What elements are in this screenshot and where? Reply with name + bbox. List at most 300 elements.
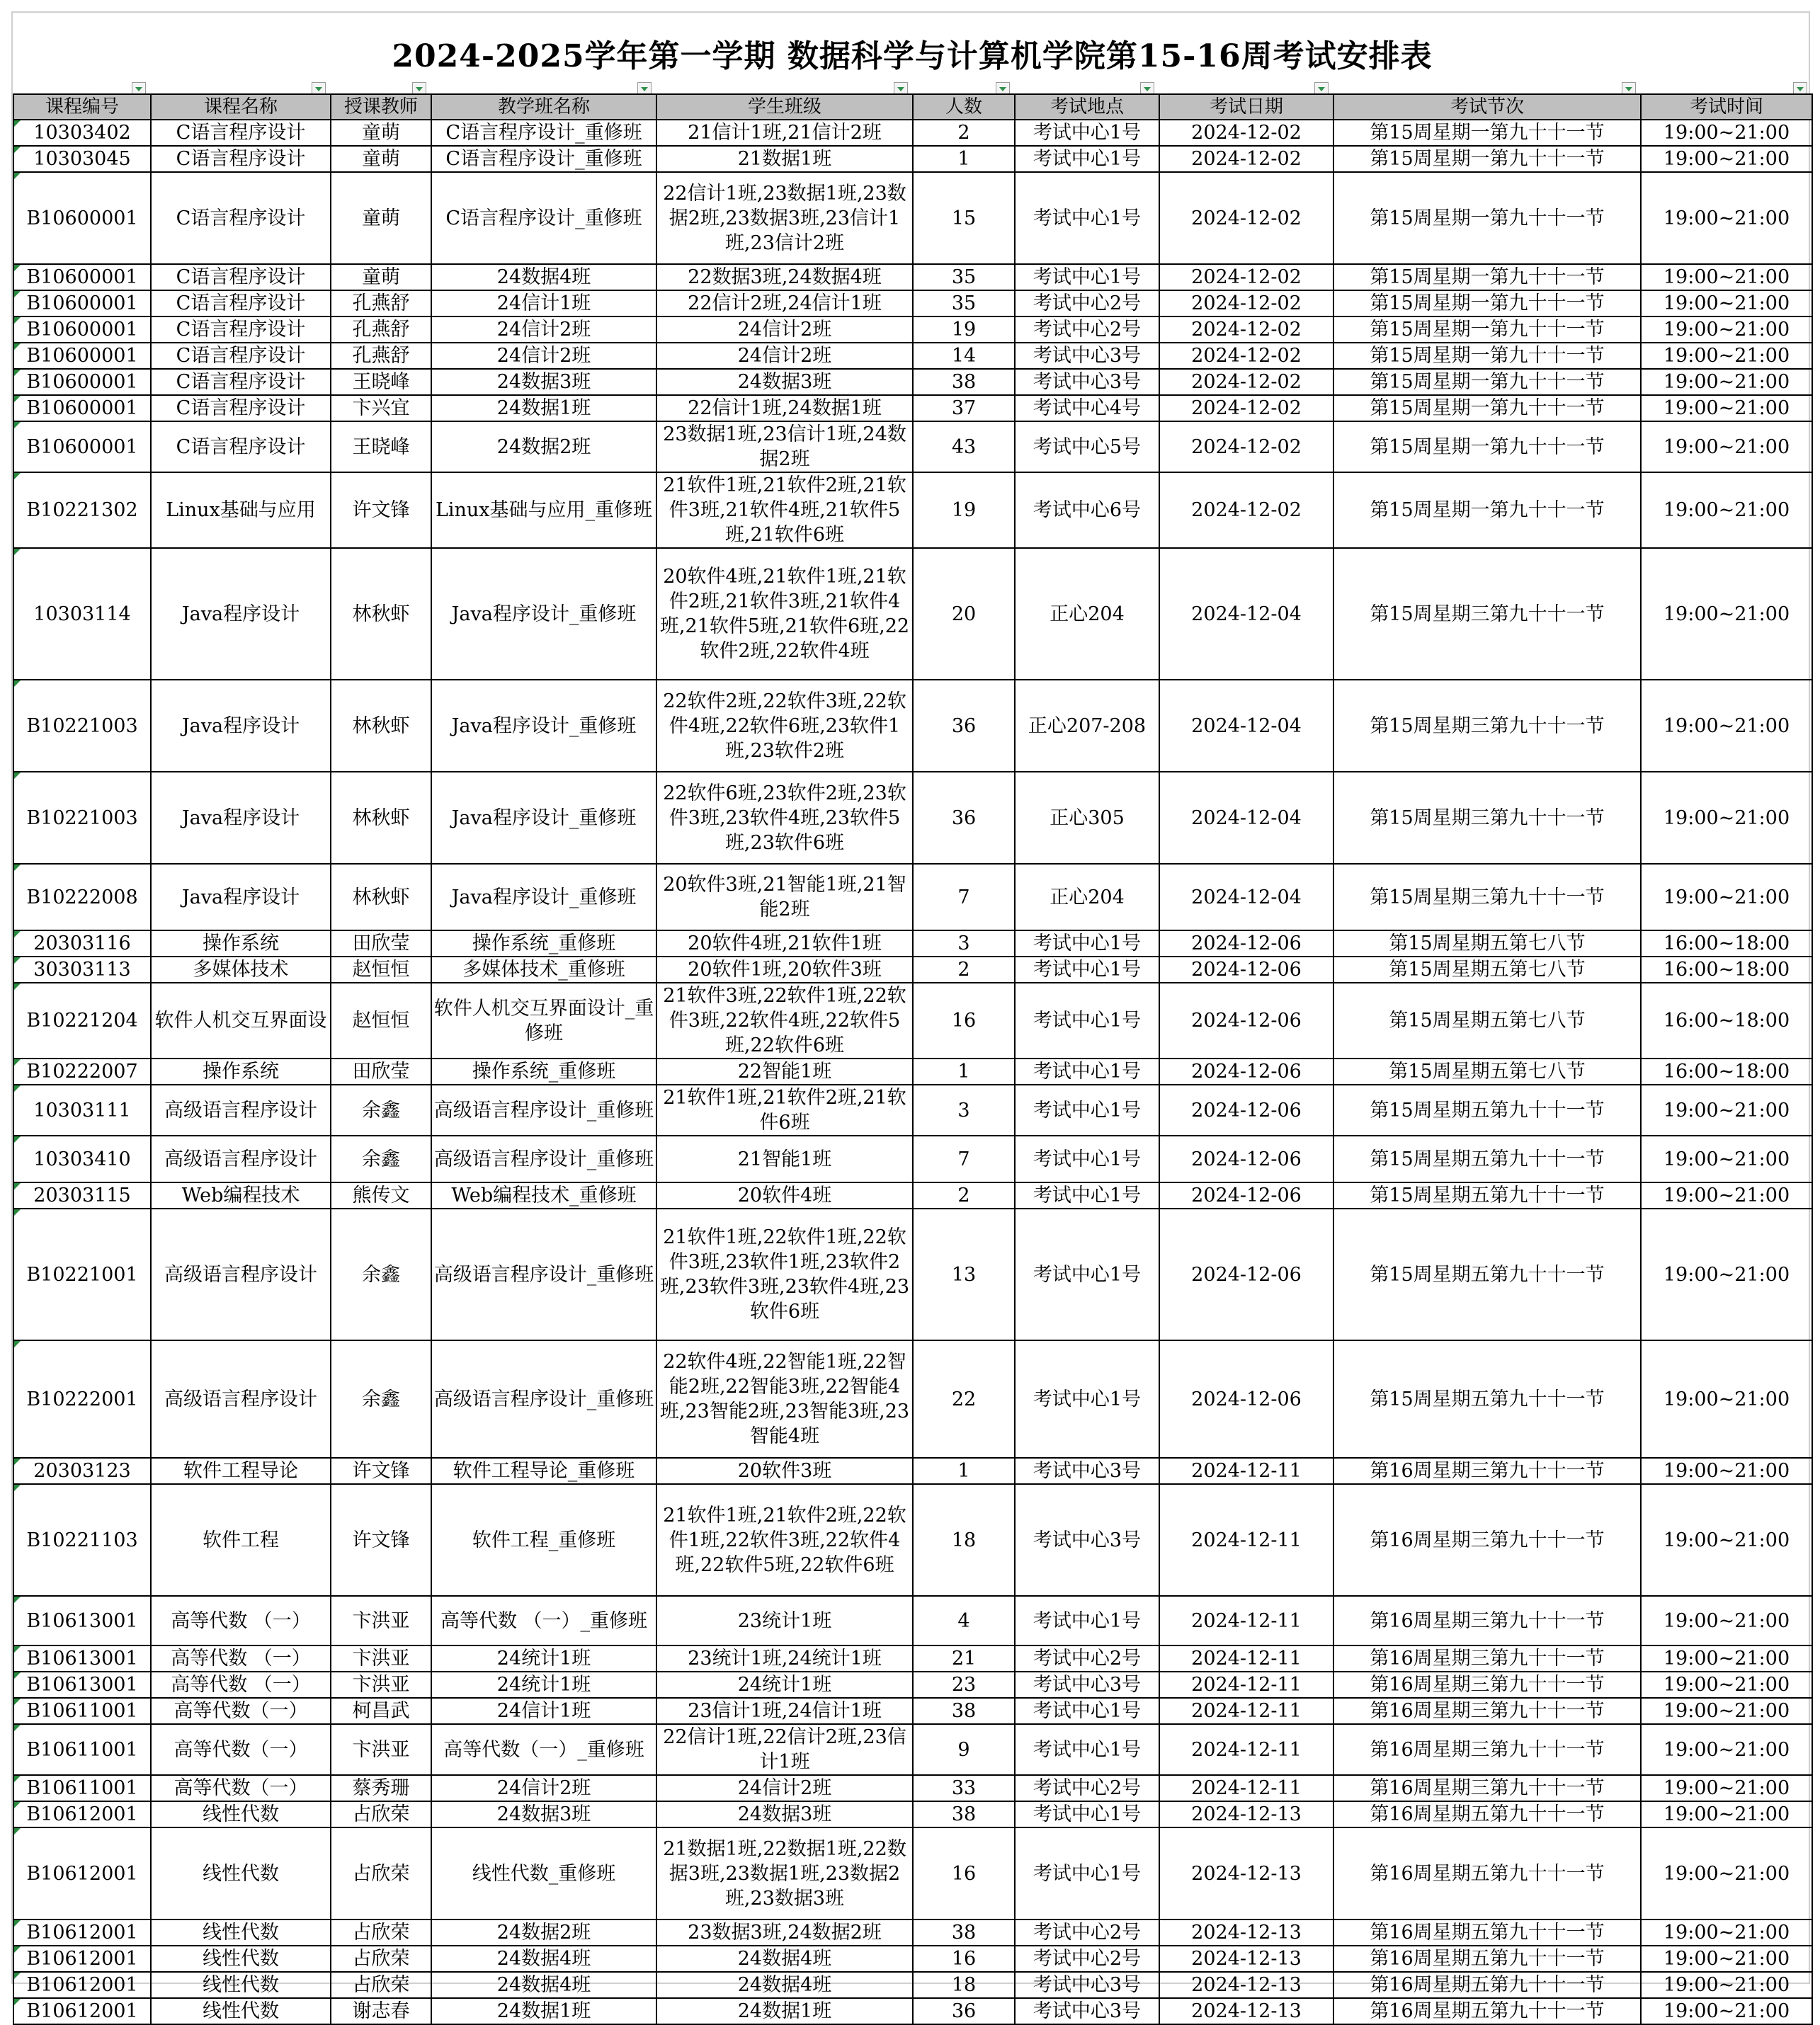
cell-date[interactable]: 2024-12-02 [1159,343,1333,369]
cell-session[interactable]: 第15周星期五第九十十一节 [1333,1340,1641,1458]
cell-teacher[interactable]: 谢志春 [331,1998,431,2024]
cell-class-name[interactable]: C语言程序设计_重修班 [431,172,656,264]
cell-course-name[interactable]: C语言程序设计 [151,290,331,316]
cell-time[interactable]: 19:00~21:00 [1641,1672,1812,1698]
cell-session[interactable]: 第15周星期三第九十十一节 [1333,864,1641,930]
cell-count[interactable]: 16 [913,1946,1015,1972]
cell-class-name[interactable]: 操作系统_重修班 [431,930,656,957]
cell-class-name[interactable]: 24数据4班 [431,1972,656,1998]
cell-course-code[interactable]: B10221302 [13,472,151,548]
cell-course-code[interactable]: B10612001 [13,1827,151,1920]
cell-teacher[interactable]: 许文锋 [331,472,431,548]
cell-course-name[interactable]: 线性代数 [151,1920,331,1946]
cell-location[interactable]: 考试中心1号 [1015,1724,1159,1775]
cell-location[interactable]: 考试中心1号 [1015,1085,1159,1136]
cell-class-name[interactable]: C语言程序设计_重修班 [431,120,656,146]
cell-count[interactable]: 2 [913,120,1015,146]
cell-location[interactable]: 考试中心2号 [1015,1645,1159,1672]
cell-course-code[interactable]: B10221003 [13,772,151,864]
cell-course-code[interactable]: 30303113 [13,957,151,983]
cell-count[interactable]: 3 [913,1085,1015,1136]
cell-teacher[interactable]: 王晓峰 [331,369,431,395]
cell-time[interactable]: 19:00~21:00 [1641,680,1812,772]
cell-count[interactable]: 36 [913,772,1015,864]
cell-course-code[interactable]: B10221103 [13,1484,151,1596]
cell-course-name[interactable]: C语言程序设计 [151,316,331,343]
cell-time[interactable]: 19:00~21:00 [1641,172,1812,264]
cell-course-code[interactable]: B10612001 [13,1946,151,1972]
cell-class-name[interactable]: 24数据1班 [431,395,656,421]
cell-count[interactable]: 7 [913,864,1015,930]
cell-location[interactable]: 正心305 [1015,772,1159,864]
cell-count[interactable]: 14 [913,343,1015,369]
cell-count[interactable]: 1 [913,1059,1015,1085]
cell-class-name[interactable]: 24信计2班 [431,343,656,369]
cell-class-name[interactable]: 软件工程_重修班 [431,1484,656,1596]
cell-time[interactable]: 19:00~21:00 [1641,1801,1812,1827]
cell-location[interactable]: 考试中心2号 [1015,1775,1159,1801]
cell-date[interactable]: 2024-12-04 [1159,548,1333,680]
cell-date[interactable]: 2024-12-06 [1159,1209,1333,1340]
cell-class-name[interactable]: 24数据3班 [431,1801,656,1827]
cell-course-name[interactable]: 高级语言程序设计 [151,1340,331,1458]
cell-course-code[interactable]: B10600001 [13,290,151,316]
cell-time[interactable]: 19:00~21:00 [1641,343,1812,369]
cell-teacher[interactable]: 卞洪亚 [331,1596,431,1645]
cell-teacher[interactable]: 卞洪亚 [331,1645,431,1672]
cell-class-name[interactable]: 高级语言程序设计_重修班 [431,1136,656,1182]
cell-time[interactable]: 19:00~21:00 [1641,864,1812,930]
cell-location[interactable]: 考试中心3号 [1015,1484,1159,1596]
cell-location[interactable]: 考试中心2号 [1015,1946,1159,1972]
cell-date[interactable]: 2024-12-11 [1159,1672,1333,1698]
cell-teacher[interactable]: 童萌 [331,172,431,264]
cell-count[interactable]: 16 [913,983,1015,1059]
cell-count[interactable]: 21 [913,1645,1015,1672]
cell-location[interactable]: 考试中心1号 [1015,1801,1159,1827]
cell-date[interactable]: 2024-12-06 [1159,1340,1333,1458]
cell-course-name[interactable]: Java程序设计 [151,548,331,680]
cell-course-code[interactable]: B10613001 [13,1672,151,1698]
cell-session[interactable]: 第16周星期三第九十十一节 [1333,1724,1641,1775]
cell-course-code[interactable]: B10600001 [13,343,151,369]
cell-time[interactable]: 16:00~18:00 [1641,1059,1812,1085]
cell-course-code[interactable]: B10613001 [13,1645,151,1672]
cell-date[interactable]: 2024-12-13 [1159,1946,1333,1972]
cell-teacher[interactable]: 赵恒恒 [331,957,431,983]
cell-date[interactable]: 2024-12-02 [1159,172,1333,264]
cell-student-class[interactable]: 20软件3班 [656,1458,913,1484]
cell-class-name[interactable]: 操作系统_重修班 [431,1059,656,1085]
cell-date[interactable]: 2024-12-02 [1159,316,1333,343]
cell-teacher[interactable]: 占欣荣 [331,1972,431,1998]
cell-teacher[interactable]: 孔燕舒 [331,290,431,316]
cell-teacher[interactable]: 余鑫 [331,1085,431,1136]
cell-session[interactable]: 第15周星期三第九十十一节 [1333,680,1641,772]
cell-course-code[interactable]: B10221204 [13,983,151,1059]
cell-student-class[interactable]: 23统计1班,24统计1班 [656,1645,913,1672]
cell-course-code[interactable]: B10612001 [13,1801,151,1827]
cell-time[interactable]: 19:00~21:00 [1641,316,1812,343]
cell-class-name[interactable]: 24数据4班 [431,1946,656,1972]
cell-location[interactable]: 考试中心3号 [1015,1458,1159,1484]
cell-count[interactable]: 36 [913,1998,1015,2024]
cell-count[interactable]: 9 [913,1724,1015,1775]
cell-time[interactable]: 19:00~21:00 [1641,146,1812,172]
cell-date[interactable]: 2024-12-06 [1159,1059,1333,1085]
cell-session[interactable]: 第15周星期三第九十十一节 [1333,772,1641,864]
cell-count[interactable]: 22 [913,1340,1015,1458]
cell-session[interactable]: 第16周星期三第九十十一节 [1333,1596,1641,1645]
cell-date[interactable]: 2024-12-06 [1159,983,1333,1059]
cell-session[interactable]: 第15周星期一第九十十一节 [1333,395,1641,421]
cell-class-name[interactable]: Web编程技术_重修班 [431,1182,656,1209]
cell-course-code[interactable]: 10303114 [13,548,151,680]
cell-course-name[interactable]: 高等代数 （一） [151,1672,331,1698]
cell-date[interactable]: 2024-12-13 [1159,1827,1333,1920]
cell-location[interactable]: 考试中心6号 [1015,472,1159,548]
cell-class-name[interactable]: 24数据2班 [431,421,656,472]
cell-class-name[interactable]: 24数据3班 [431,369,656,395]
cell-class-name[interactable]: 24信计2班 [431,1775,656,1801]
cell-location[interactable]: 正心204 [1015,864,1159,930]
cell-class-name[interactable]: Java程序设计_重修班 [431,548,656,680]
cell-time[interactable]: 19:00~21:00 [1641,1920,1812,1946]
cell-course-code[interactable]: B10612001 [13,1972,151,1998]
cell-session[interactable]: 第15周星期一第九十十一节 [1333,369,1641,395]
cell-time[interactable]: 16:00~18:00 [1641,930,1812,957]
cell-count[interactable]: 33 [913,1775,1015,1801]
cell-student-class[interactable]: 22软件2班,22软件3班,22软件4班,22软件6班,23软件1班,23软件2班 [656,680,913,772]
cell-time[interactable]: 19:00~21:00 [1641,1998,1812,2024]
cell-session[interactable]: 第15周星期一第九十十一节 [1333,172,1641,264]
cell-date[interactable]: 2024-12-06 [1159,930,1333,957]
cell-date[interactable]: 2024-12-06 [1159,1182,1333,1209]
cell-course-name[interactable]: 线性代数 [151,1827,331,1920]
cell-class-name[interactable]: 软件人机交互界面设计_重修班 [431,983,656,1059]
cell-class-name[interactable]: 24信计2班 [431,316,656,343]
cell-class-name[interactable]: Java程序设计_重修班 [431,680,656,772]
cell-course-name[interactable]: Java程序设计 [151,680,331,772]
cell-date[interactable]: 2024-12-11 [1159,1484,1333,1596]
cell-session[interactable]: 第16周星期三第九十十一节 [1333,1645,1641,1672]
cell-teacher[interactable]: 田欣莹 [331,930,431,957]
cell-time[interactable]: 19:00~21:00 [1641,1645,1812,1672]
cell-count[interactable]: 16 [913,1827,1015,1920]
cell-student-class[interactable]: 24统计1班 [656,1672,913,1698]
cell-course-code[interactable]: 10303410 [13,1136,151,1182]
cell-course-name[interactable]: Linux基础与应用 [151,472,331,548]
cell-count[interactable]: 38 [913,1698,1015,1724]
cell-session[interactable]: 第15周星期五第七八节 [1333,1059,1641,1085]
cell-location[interactable]: 考试中心2号 [1015,1920,1159,1946]
cell-time[interactable]: 19:00~21:00 [1641,290,1812,316]
cell-session[interactable]: 第16周星期三第九十十一节 [1333,1458,1641,1484]
cell-session[interactable]: 第15周星期一第九十十一节 [1333,472,1641,548]
cell-count[interactable]: 3 [913,930,1015,957]
cell-student-class[interactable]: 22信计1班,22信计2班,23信计1班 [656,1724,913,1775]
cell-course-code[interactable]: B10600001 [13,172,151,264]
cell-session[interactable]: 第16周星期五第九十十一节 [1333,1998,1641,2024]
cell-teacher[interactable]: 占欣荣 [331,1946,431,1972]
cell-session[interactable]: 第16周星期五第九十十一节 [1333,1827,1641,1920]
cell-date[interactable]: 2024-12-13 [1159,1801,1333,1827]
cell-session[interactable]: 第15周星期五第九十十一节 [1333,1182,1641,1209]
cell-time[interactable]: 19:00~21:00 [1641,369,1812,395]
cell-date[interactable]: 2024-12-13 [1159,1920,1333,1946]
cell-class-name[interactable]: 24数据2班 [431,1920,656,1946]
cell-location[interactable]: 考试中心1号 [1015,146,1159,172]
cell-count[interactable]: 36 [913,680,1015,772]
cell-course-code[interactable]: B10222008 [13,864,151,930]
cell-teacher[interactable]: 林秋虾 [331,864,431,930]
cell-student-class[interactable]: 21软件1班,21软件2班,21软件3班,21软件4班,21软件5班,21软件6班 [656,472,913,548]
cell-teacher[interactable]: 占欣荣 [331,1920,431,1946]
cell-location[interactable]: 考试中心1号 [1015,120,1159,146]
cell-count[interactable]: 35 [913,264,1015,290]
cell-time[interactable]: 19:00~21:00 [1641,1827,1812,1920]
cell-class-name[interactable]: 24数据4班 [431,264,656,290]
cell-count[interactable]: 35 [913,290,1015,316]
cell-time[interactable]: 19:00~21:00 [1641,1698,1812,1724]
cell-session[interactable]: 第15周星期一第九十十一节 [1333,290,1641,316]
cell-date[interactable]: 2024-12-06 [1159,957,1333,983]
cell-time[interactable]: 19:00~21:00 [1641,472,1812,548]
cell-session[interactable]: 第15周星期五第七八节 [1333,930,1641,957]
cell-course-name[interactable]: 高等代数 （一） [151,1645,331,1672]
cell-session[interactable]: 第15周星期一第九十十一节 [1333,421,1641,472]
cell-student-class[interactable]: 22数据3班,24数据4班 [656,264,913,290]
cell-course-code[interactable]: B10600001 [13,369,151,395]
cell-teacher[interactable]: 占欣荣 [331,1801,431,1827]
cell-teacher[interactable]: 卞兴宜 [331,395,431,421]
cell-session[interactable]: 第16周星期五第九十十一节 [1333,1946,1641,1972]
cell-student-class[interactable]: 21软件1班,21软件2班,21软件6班 [656,1085,913,1136]
cell-course-code[interactable]: B10221003 [13,680,151,772]
cell-class-name[interactable]: 高等代数 （一）_重修班 [431,1596,656,1645]
cell-date[interactable]: 2024-12-02 [1159,264,1333,290]
cell-course-name[interactable]: Java程序设计 [151,864,331,930]
cell-course-name[interactable]: 软件工程导论 [151,1458,331,1484]
cell-student-class[interactable]: 21软件1班,21软件2班,22软件1班,22软件3班,22软件4班,22软件5班,22软件6班 [656,1484,913,1596]
cell-class-name[interactable]: Java程序设计_重修班 [431,864,656,930]
cell-time[interactable]: 19:00~21:00 [1641,1458,1812,1484]
cell-course-name[interactable]: C语言程序设计 [151,146,331,172]
cell-time[interactable]: 19:00~21:00 [1641,1972,1812,1998]
cell-class-name[interactable]: 线性代数_重修班 [431,1827,656,1920]
cell-course-name[interactable]: 线性代数 [151,1998,331,2024]
cell-class-name[interactable]: Java程序设计_重修班 [431,772,656,864]
cell-time[interactable]: 19:00~21:00 [1641,1946,1812,1972]
cell-teacher[interactable]: 余鑫 [331,1209,431,1340]
cell-time[interactable]: 19:00~21:00 [1641,395,1812,421]
cell-student-class[interactable]: 20软件1班,20软件3班 [656,957,913,983]
cell-session[interactable]: 第15周星期一第九十十一节 [1333,343,1641,369]
cell-teacher[interactable]: 林秋虾 [331,680,431,772]
cell-student-class[interactable]: 24数据3班 [656,1801,913,1827]
cell-location[interactable]: 考试中心3号 [1015,1998,1159,2024]
cell-time[interactable]: 19:00~21:00 [1641,772,1812,864]
cell-session[interactable]: 第15周星期五第七八节 [1333,983,1641,1059]
cell-location[interactable]: 考试中心2号 [1015,316,1159,343]
cell-student-class[interactable]: 21软件3班,22软件1班,22软件3班,22软件4班,22软件5班,22软件6班 [656,983,913,1059]
cell-course-code[interactable]: B10612001 [13,1998,151,2024]
cell-student-class[interactable]: 20软件4班,21软件1班,21软件2班,21软件3班,21软件4班,21软件5班,21软件6班,22软件2班,22软件4班 [656,548,913,680]
cell-time[interactable]: 19:00~21:00 [1641,1085,1812,1136]
cell-date[interactable]: 2024-12-13 [1159,1998,1333,2024]
cell-session[interactable]: 第16周星期五第九十十一节 [1333,1920,1641,1946]
cell-time[interactable]: 19:00~21:00 [1641,421,1812,472]
cell-student-class[interactable]: 21软件1班,22软件1班,22软件3班,23软件1班,23软件2班,23软件3班,23软件4班,23软件6班 [656,1209,913,1340]
cell-time[interactable]: 19:00~21:00 [1641,1182,1812,1209]
cell-course-code[interactable]: 10303111 [13,1085,151,1136]
cell-student-class[interactable]: 24信计2班 [656,1775,913,1801]
cell-location[interactable]: 考试中心1号 [1015,1698,1159,1724]
cell-time[interactable]: 19:00~21:00 [1641,1136,1812,1182]
cell-location[interactable]: 考试中心1号 [1015,983,1159,1059]
cell-class-name[interactable]: 多媒体技术_重修班 [431,957,656,983]
cell-count[interactable]: 19 [913,316,1015,343]
cell-course-code[interactable]: B10600001 [13,264,151,290]
cell-course-name[interactable]: C语言程序设计 [151,343,331,369]
cell-course-name[interactable]: Java程序设计 [151,772,331,864]
cell-course-code[interactable]: B10600001 [13,421,151,472]
cell-count[interactable]: 13 [913,1209,1015,1340]
cell-student-class[interactable]: 21数据1班 [656,146,913,172]
cell-course-name[interactable]: 操作系统 [151,930,331,957]
cell-count[interactable]: 2 [913,957,1015,983]
cell-location[interactable]: 考试中心1号 [1015,264,1159,290]
cell-count[interactable]: 1 [913,146,1015,172]
cell-date[interactable]: 2024-12-04 [1159,864,1333,930]
cell-count[interactable]: 4 [913,1596,1015,1645]
cell-time[interactable]: 19:00~21:00 [1641,548,1812,680]
cell-date[interactable]: 2024-12-06 [1159,1085,1333,1136]
cell-course-code[interactable]: B10611001 [13,1775,151,1801]
cell-teacher[interactable]: 熊传文 [331,1182,431,1209]
cell-course-code[interactable]: B10612001 [13,1920,151,1946]
cell-date[interactable]: 2024-12-02 [1159,421,1333,472]
cell-course-name[interactable]: 线性代数 [151,1946,331,1972]
cell-teacher[interactable]: 田欣莹 [331,1059,431,1085]
cell-student-class[interactable]: 22软件6班,23软件2班,23软件3班,23软件4班,23软件5班,23软件6班 [656,772,913,864]
cell-location[interactable]: 考试中心1号 [1015,930,1159,957]
cell-student-class[interactable]: 21智能1班 [656,1136,913,1182]
cell-count[interactable]: 2 [913,1182,1015,1209]
cell-time[interactable]: 19:00~21:00 [1641,1209,1812,1340]
cell-course-name[interactable]: C语言程序设计 [151,120,331,146]
cell-session[interactable]: 第15周星期五第九十十一节 [1333,1085,1641,1136]
cell-time[interactable]: 19:00~21:00 [1641,1596,1812,1645]
cell-date[interactable]: 2024-12-04 [1159,680,1333,772]
cell-location[interactable]: 考试中心1号 [1015,172,1159,264]
cell-location[interactable]: 正心207-208 [1015,680,1159,772]
cell-count[interactable]: 38 [913,1920,1015,1946]
cell-date[interactable]: 2024-12-11 [1159,1775,1333,1801]
cell-teacher[interactable]: 许文锋 [331,1458,431,1484]
cell-course-code[interactable]: B10600001 [13,395,151,421]
cell-student-class[interactable]: 24信计2班 [656,343,913,369]
cell-count[interactable]: 20 [913,548,1015,680]
cell-course-name[interactable]: 高级语言程序设计 [151,1085,331,1136]
cell-session[interactable]: 第16周星期三第九十十一节 [1333,1698,1641,1724]
cell-course-code[interactable]: 20303115 [13,1182,151,1209]
cell-location[interactable]: 考试中心1号 [1015,1340,1159,1458]
cell-teacher[interactable]: 赵恒恒 [331,983,431,1059]
cell-count[interactable]: 7 [913,1136,1015,1182]
cell-teacher[interactable]: 王晓峰 [331,421,431,472]
cell-date[interactable]: 2024-12-06 [1159,1136,1333,1182]
cell-count[interactable]: 38 [913,369,1015,395]
cell-course-name[interactable]: 高级语言程序设计 [151,1136,331,1182]
cell-location[interactable]: 考试中心1号 [1015,1182,1159,1209]
cell-date[interactable]: 2024-12-02 [1159,146,1333,172]
cell-course-code[interactable]: B10613001 [13,1596,151,1645]
cell-session[interactable]: 第15周星期五第七八节 [1333,957,1641,983]
cell-date[interactable]: 2024-12-04 [1159,772,1333,864]
cell-location[interactable]: 考试中心3号 [1015,343,1159,369]
cell-teacher[interactable]: 许文锋 [331,1484,431,1596]
cell-course-code[interactable]: B10221001 [13,1209,151,1340]
cell-student-class[interactable]: 23统计1班 [656,1596,913,1645]
cell-class-name[interactable]: 24统计1班 [431,1645,656,1672]
cell-course-name[interactable]: 高等代数（一） [151,1698,331,1724]
cell-location[interactable]: 考试中心4号 [1015,395,1159,421]
cell-count[interactable]: 18 [913,1484,1015,1596]
cell-teacher[interactable]: 林秋虾 [331,772,431,864]
cell-course-name[interactable]: C语言程序设计 [151,369,331,395]
cell-count[interactable]: 38 [913,1801,1015,1827]
cell-student-class[interactable]: 22信计2班,24信计1班 [656,290,913,316]
cell-location[interactable]: 考试中心1号 [1015,1136,1159,1182]
cell-course-code[interactable]: 20303116 [13,930,151,957]
cell-location[interactable]: 考试中心3号 [1015,1672,1159,1698]
cell-course-name[interactable]: 高等代数（一） [151,1724,331,1775]
cell-session[interactable]: 第15周星期一第九十十一节 [1333,264,1641,290]
cell-student-class[interactable]: 23数据1班,23信计1班,24数据2班 [656,421,913,472]
cell-session[interactable]: 第15周星期五第九十十一节 [1333,1136,1641,1182]
cell-time[interactable]: 16:00~18:00 [1641,957,1812,983]
cell-session[interactable]: 第16周星期三第九十十一节 [1333,1672,1641,1698]
cell-session[interactable]: 第15周星期一第九十十一节 [1333,120,1641,146]
cell-count[interactable]: 19 [913,472,1015,548]
cell-location[interactable]: 考试中心2号 [1015,290,1159,316]
cell-teacher[interactable]: 童萌 [331,120,431,146]
cell-course-name[interactable]: 高等代数 （一） [151,1596,331,1645]
cell-date[interactable]: 2024-12-13 [1159,1972,1333,1998]
cell-time[interactable]: 19:00~21:00 [1641,1724,1812,1775]
cell-date[interactable]: 2024-12-11 [1159,1724,1333,1775]
cell-session[interactable]: 第15周星期五第九十十一节 [1333,1209,1641,1340]
cell-student-class[interactable]: 24数据4班 [656,1946,913,1972]
cell-location[interactable]: 考试中心1号 [1015,1827,1159,1920]
cell-student-class[interactable]: 23信计1班,24信计1班 [656,1698,913,1724]
cell-course-name[interactable]: 高等代数（一） [151,1775,331,1801]
cell-course-name[interactable]: C语言程序设计 [151,421,331,472]
cell-teacher[interactable]: 余鑫 [331,1136,431,1182]
cell-course-code[interactable]: 10303045 [13,146,151,172]
cell-location[interactable]: 考试中心1号 [1015,957,1159,983]
cell-session[interactable]: 第15周星期一第九十十一节 [1333,146,1641,172]
cell-date[interactable]: 2024-12-11 [1159,1458,1333,1484]
cell-class-name[interactable]: 软件工程导论_重修班 [431,1458,656,1484]
cell-course-name[interactable]: 软件人机交互界面设 [151,983,331,1059]
cell-count[interactable]: 1 [913,1458,1015,1484]
cell-course-code[interactable]: 20303123 [13,1458,151,1484]
cell-session[interactable]: 第15周星期三第九十十一节 [1333,548,1641,680]
cell-class-name[interactable]: 高级语言程序设计_重修班 [431,1209,656,1340]
cell-student-class[interactable]: 21信计1班,21信计2班 [656,120,913,146]
